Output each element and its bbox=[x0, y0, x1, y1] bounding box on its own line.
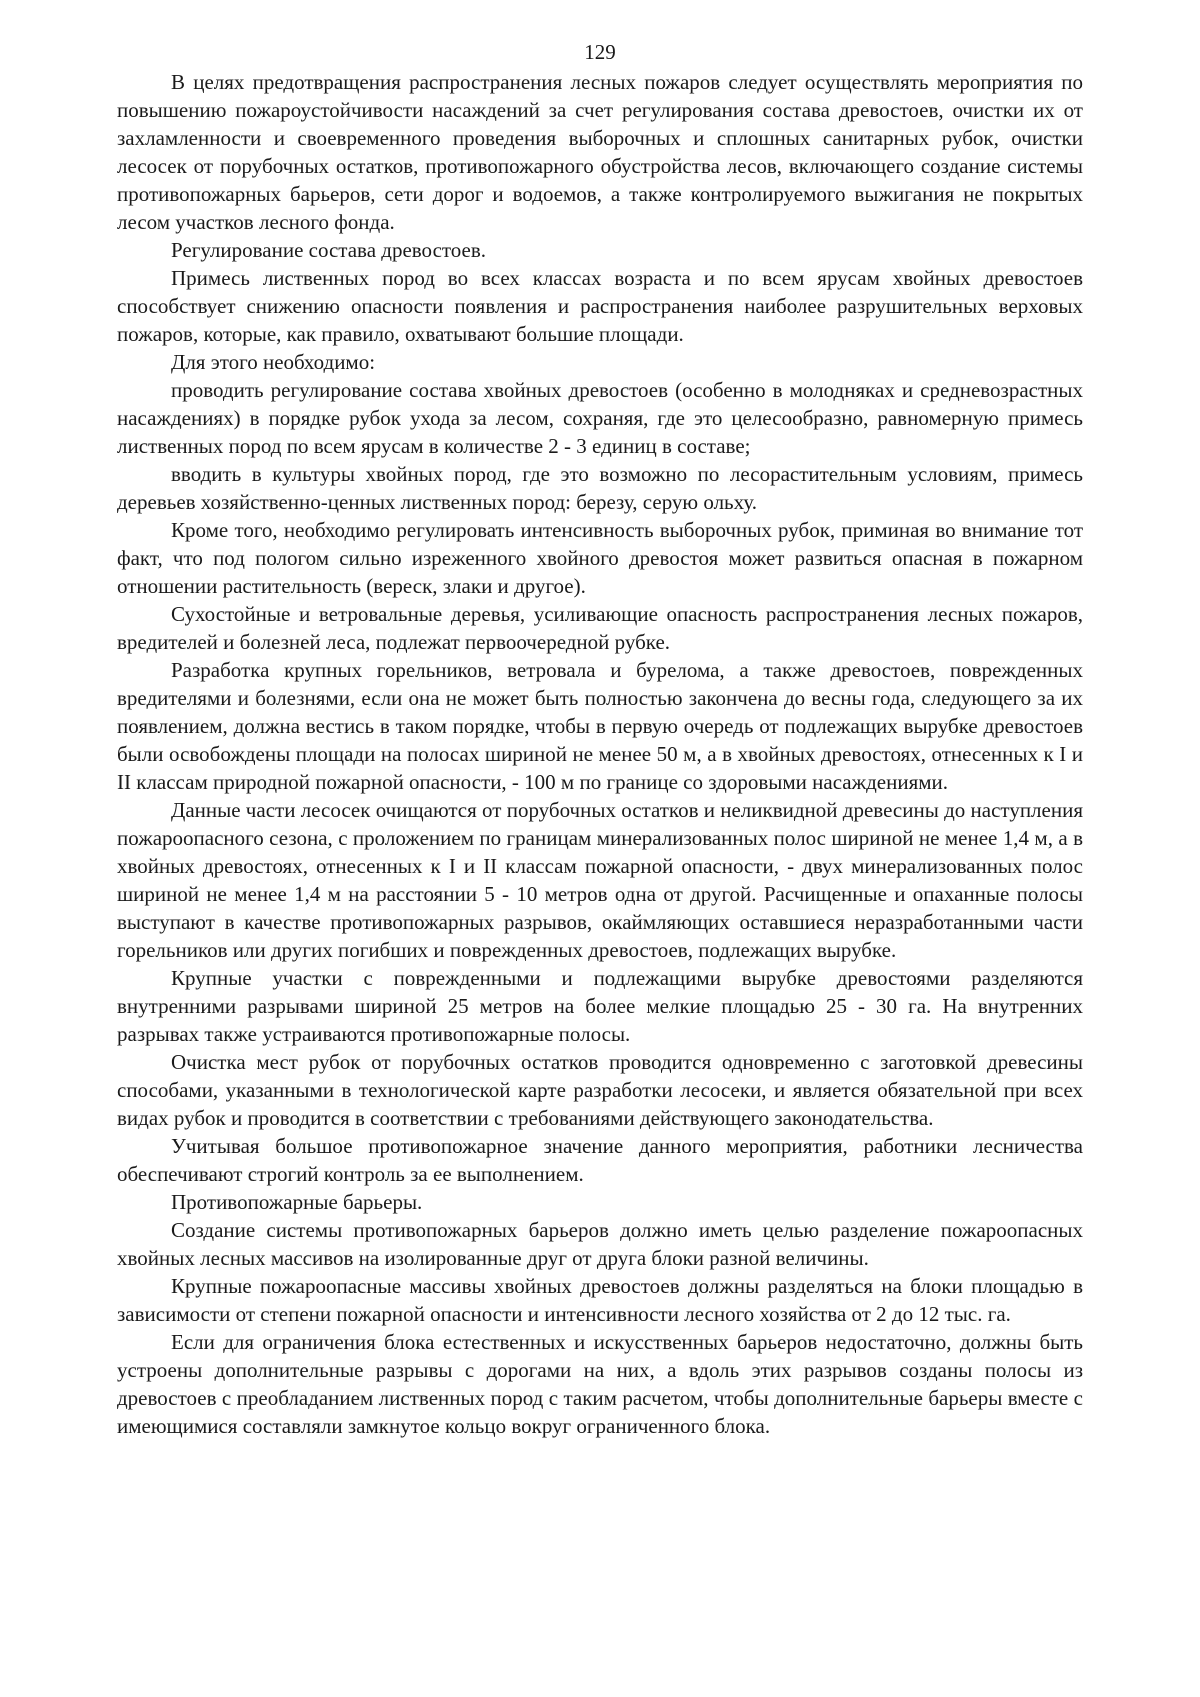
paragraph-heading-barriers: Противопожарные барьеры. bbox=[171, 1190, 423, 1214]
paragraph-composition-regulation: проводить регулирование состава хвойных древостоев (особенно в молодняках и средневозрастных насаждениях) в порядке рубок ухода за лесом, сохраняя, где это целесообразно, равномерную примесь лиственных пород по всем ярусам в количестве 2 - 3 единиц в составе; bbox=[117, 378, 1083, 458]
paragraph-selective-felling: Кроме того, необходимо регулировать интенсивность выборочных рубок, приминая во внимание тот факт, что под пологом сильно изреженного хвойного древостоя может развиться опасная в пожарном отношении растительность (вереск, злаки и другое). bbox=[117, 518, 1083, 598]
paragraph-dead-trees: Сухостойные и ветровальные деревья, усиливающие опасность распространения лесных пожаров, вредителей и болезней леса, подлежат первоочередной рубке. bbox=[117, 602, 1083, 654]
paragraph-additional-breaks: Если для ограничения блока естественных и искусственных барьеров недостаточно, должны быть устроены дополнительные разрывы с дорогами на них, а вдоль этих разрывов созданы полосы из древостоев с преобладанием лиственных пород с таким расчетом, чтобы дополнительные барьеры вместе с имеющимися составляли замкнутое кольцо вокруг ограниченного блока. bbox=[117, 1330, 1083, 1438]
document-page bbox=[117, 36, 1083, 1440]
paragraph-logging-cleanup: Очистка мест рубок от порубочных остатков проводится одновременно с заготовкой древесины способами, указанными в технологической карте разработки лесосеки, и является обязательной при всех видах рубок и проводится в соответствии с требованиями действующего законодательства. bbox=[117, 1050, 1083, 1130]
paragraph-control: Учитывая большое противопожарное значение данного мероприятия, работники лесничества обеспечивают строгий контроль за ее выполнением. bbox=[117, 1134, 1083, 1186]
paragraph-requirements-intro: Для этого необходимо: bbox=[171, 350, 376, 374]
paragraph-deciduous-admixture: Примесь лиственных пород во всех классах возраста и по всем ярусам хвойных древостоев способствует снижению опасности появления и распространения наиболее разрушительных верховых пожаров, которые, как правило, охватывают большие площади. bbox=[117, 266, 1083, 346]
paragraph-clearing-strips: Данные части лесосек очищаются от порубочных остатков и неликвидной древесины до наступления пожароопасного сезона, с проложением по границам минерализованных полос шириной не менее 1,4 м, а в хвойных древостоях, отнесенных к I и II классам пожарной опасности, - двух минерализованных полос шириной не менее 1,4 м на расстоянии 5 - 10 метров одна от другой. Расчищенные и опаханные полосы выступают в качестве противопожарных разрывов, окаймляющих оставшиеся неразработанными части горельников или других погибших и поврежденных древостоев, подлежащих вырубке. bbox=[117, 798, 1083, 962]
page-number: 129 bbox=[584, 40, 616, 64]
paragraph-internal-breaks: Крупные участки с поврежденными и подлежащими вырубке древостоями разделяются внутренними разрывами шириной 25 метров на более мелкие площадью 25 - 30 га. На внутренних разрывах также устраиваются противопожарные полосы. bbox=[117, 966, 1083, 1046]
paragraph-heading-stand-composition: Регулирование состава древостоев. bbox=[171, 238, 487, 262]
paragraph-burned-areas: Разработка крупных горельников, ветровала и бурелома, а также древостоев, поврежденных вредителями и болезнями, если она не может быть полностью закончена до весны года, следующего за их появлением, должна вестись в таком порядке, чтобы в первую очередь от подлежащих вырубке древостоев были освобождены площади на полосах шириной не менее 50 м, а в хвойных древостоях, отнесенных к I и II классам природной пожарной опасности, - 100 м по границе со здоровыми насаждениями. bbox=[117, 658, 1083, 794]
paragraph-block-size: Крупные пожароопасные массивы хвойных древостоев должны разделяться на блоки площадью в зависимости от степени пожарной опасности и интенсивности лесного хозяйства от 2 до 12 тыс. га. bbox=[117, 1274, 1083, 1326]
paragraph-fire-prevention-intro: В целях предотвращения распространения лесных пожаров следует осуществлять мероприятия по повышению пожароустойчивости насаждений за счет регулирования состава древостоев, очистки их от захламленности и своевременного проведения выборочных и сплошных санитарных рубок, очистки лесосек от порубочных остатков, противопожарного обустройства лесов, включающего создание системы противопожарных барьеров, сети дорог и водоемов, а также контролируемого выжигания не покрытых лесом участков лесного фонда. bbox=[117, 70, 1083, 234]
paragraph-plantation-admixture: вводить в культуры хвойных пород, где это возможно по лесорастительным условиям, примесь деревьев хозяйственно-ценных лиственных пород: березу, серую ольху. bbox=[117, 462, 1083, 514]
paragraph-barrier-system: Создание системы противопожарных барьеров должно иметь целью разделение пожароопасных хвойных лесных массивов на изолированные друг от друга блоки разной величины. bbox=[117, 1218, 1083, 1270]
